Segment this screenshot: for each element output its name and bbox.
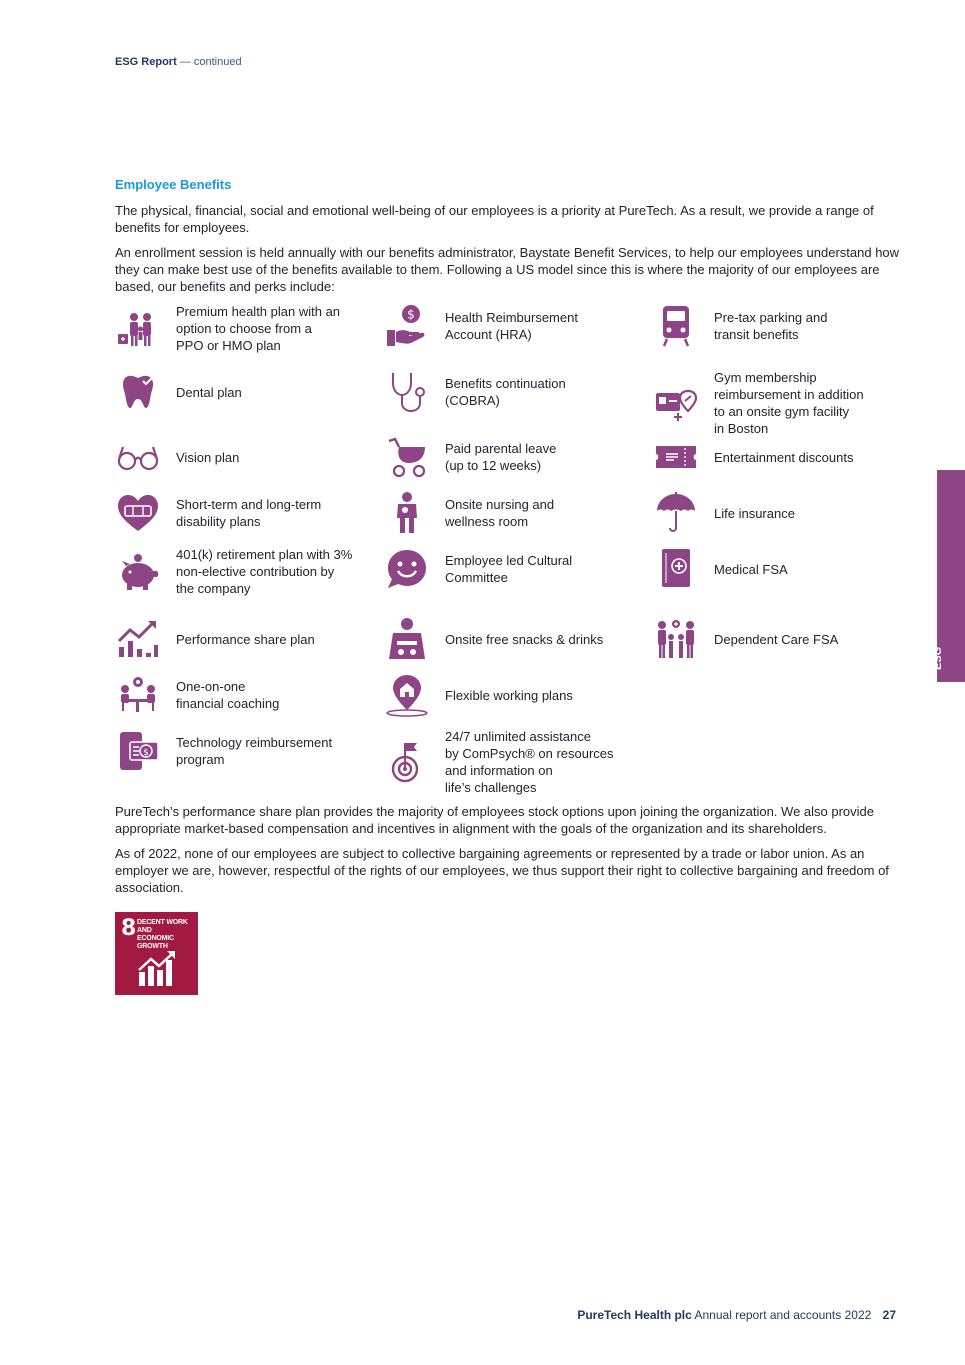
footer-title: Annual report and accounts 2022 [694,1308,872,1322]
benefit-label: Employee led Cultural Committee [445,553,573,585]
benefit-item [384,616,644,662]
continued-label: — continued [179,56,242,68]
benefit-label: Benefits continuation (COBRA) [445,376,566,408]
heart-bandage-icon [115,490,161,536]
benefit-item [384,303,644,349]
target-flag-icon [384,739,430,785]
benefit-item [653,303,913,349]
benefit-label: Dental plan [176,384,242,400]
benefit-item [653,434,913,480]
family-care-icon [653,616,699,662]
sdg-8-badge [115,912,198,995]
svg-text:$: $ [407,307,415,322]
page-footer [577,1308,896,1322]
section-title: Employee Benefits [115,177,232,192]
train-icon [653,303,699,349]
benefit-item [115,728,375,774]
benefit-item [384,490,644,536]
benefit-label: 24/7 unlimited assistance by ComPsych® on resources and information on life’s challenges [445,729,614,795]
benefit-label: Dependent Care FSA [714,631,839,647]
page-number: 27 [882,1308,896,1322]
benefits-grid [115,303,915,803]
benefit-label: Performance share plan [176,631,315,647]
umbrella-icon [653,490,699,536]
benefit-item [384,546,644,592]
closing-paragraph-2: As of 2022, none of our employees are subject to collective bargaining agreements or represented by a trade or labor union. As an employer we are, however, respectful of the rights of our employees, we thus support their right to collective bargaining and freedom of association. [115,846,889,895]
running-header [115,56,242,68]
benefit-label: Onsite free snacks & drinks [445,631,604,647]
benefit-item [653,616,913,662]
benefit-label: Gym membership reimbursement in addition to an onsite gym facility in Boston [714,370,864,436]
tooth-icon [115,369,161,415]
speech-smile-icon [384,546,430,592]
snacks-icon [384,616,430,662]
benefit-item [115,616,375,662]
benefit-label: Entertainment discounts [714,449,854,465]
closing-paragraph-1: PureTech’s performance share plan provides the majority of employees stock options upon joining the organization. We also provide appropriate market-based compensation and incentives in alignment with the goals of the organization and its shareholders. [115,804,875,836]
benefit-item [115,303,375,354]
medical-card-icon [653,546,699,592]
benefit-label: Onsite nursing and wellness room [445,497,555,529]
tablet-dollar-icon [115,728,161,774]
report-name: ESG Report [115,56,177,68]
benefit-label: Medical FSA [714,561,788,577]
benefit-item [115,672,375,718]
footer-company: PureTech Health plc [577,1308,692,1322]
section-side-tab[interactable] [932,470,965,682]
main-content [115,177,900,995]
benefit-item [384,369,644,415]
intro-paragraph-2: An enrollment session is held annually with our benefits administrator, Baystate Benefit Services, to help our employees understand how they can make best use of the benefits available to them. Following a US model since this is where the majority of our employees are based, our benefits and perks include: [115,245,900,294]
side-tab-label: ESG [932,646,944,670]
hand-dollar-icon [384,303,430,349]
benefit-item [653,490,913,536]
gym-card-icon [653,380,699,426]
benefit-label: 401(k) retirement plan with 3% non-elective contribution by the company [176,547,353,596]
benefit-label: Life insurance [714,505,795,521]
benefit-label: Flexible working plans [445,687,573,703]
ticket-icon [653,434,699,480]
piggy-bank-icon [115,549,161,595]
stroller-icon [384,434,430,480]
benefit-item [384,672,644,718]
benefit-label: Premium health plan with an option to choose from a PPO or HMO plan [176,304,341,353]
benefit-item [653,546,913,592]
growth-chart-icon [115,616,161,662]
intro-paragraph-1: The physical, financial, social and emotional well-being of our employees is a priority at PureTech. As a result, we provide a range of benefits for employees. [115,203,874,235]
benefit-item [115,490,375,536]
benefit-label: Short-term and long-term disability plans [176,497,322,529]
sdg-title: DECENT WORK AND ECONOMIC GROWTH [137,919,188,950]
benefit-label: Technology reimbursement program [176,735,333,767]
coaching-icon [115,672,161,718]
sdg-number: 8 [121,916,137,941]
benefit-label: Vision plan [176,449,240,465]
benefit-item [115,369,375,415]
benefit-item [384,728,644,796]
benefit-item [653,369,913,437]
benefit-item [115,434,375,480]
benefit-item [115,546,375,597]
home-pin-icon [384,672,430,718]
glasses-icon [115,434,161,480]
benefit-label: Pre-tax parking and transit benefits [714,310,828,342]
growth-chart-icon [137,950,177,986]
nursing-mother-icon [384,490,430,536]
benefit-item [384,434,644,480]
family-health-icon [115,306,161,352]
benefit-label: Health Reimbursement Account (HRA) [445,310,578,342]
stethoscope-icon [384,369,430,415]
benefit-label: One-on-one financial coaching [176,679,280,711]
svg-text:$: $ [143,748,149,758]
benefit-label: Paid parental leave (up to 12 weeks) [445,441,557,473]
